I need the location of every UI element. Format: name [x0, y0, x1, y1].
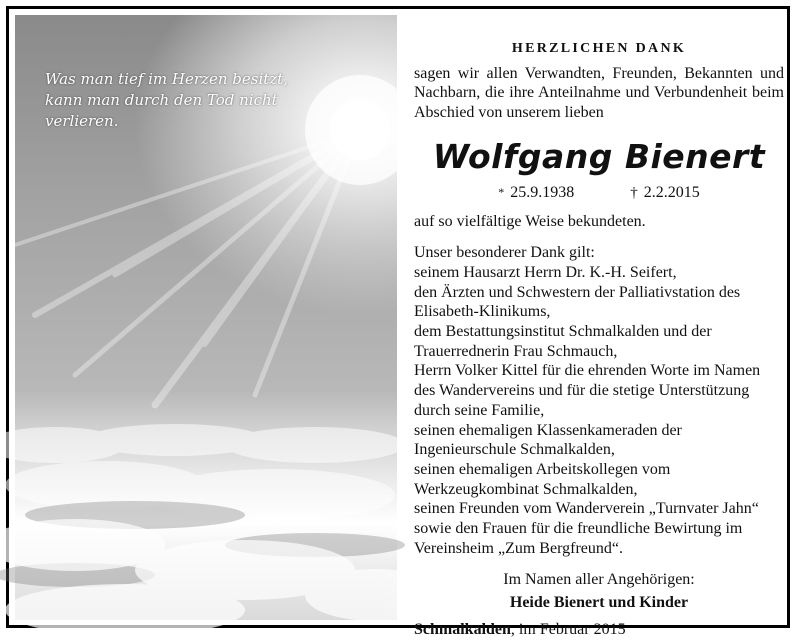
thank-you-text [414, 39, 784, 640]
after-name-text: auf so vielfältige Weise bekundeten. [414, 212, 646, 230]
birth-date-group [498, 183, 574, 204]
heading: HERZLICHEN DANK [511, 41, 687, 56]
sky-clouds-photo [15, 15, 397, 620]
thanks-intro: Unser besonderer Dank gilt: [414, 244, 595, 262]
death-cross-icon: † [630, 184, 638, 201]
death-date-group [630, 183, 700, 204]
deceased-name: Wolfgang Bienert [432, 136, 766, 176]
place-date-line [414, 620, 784, 640]
thanks-item: seinem Hausarzt Herrn Dr. K.-H. Seifert, [414, 263, 677, 281]
thanks-item: dem Bestattungsinstitut Schmalkalden und der Trauerrednerin Frau Schmauch, [414, 323, 712, 360]
intro-paragraph: sagen wir allen Verwandten, Freunden, Bekannten und Nachbarn, die ihre Anteilnahme und Verbundenheit beim Abschied von unserem lieben [414, 64, 784, 122]
place-city: Schmalkalden [414, 620, 511, 638]
family-signature: Heide Bienert und Kinder [509, 594, 689, 612]
death-date: 2.2.2015 [643, 183, 700, 201]
thanks-item: seinen Freunden vom Wanderverein „Turnvater Jahn“ sowie den Frauen für die freundliche Bewirtung im Vereinsheim „Zum Bergfreund“. [414, 500, 759, 557]
thanks-item: seinen ehemaligen Arbeitskollegen vom Werkzeugkombinat Schmalkalden, [414, 460, 671, 498]
thanks-item: seinen ehemaligen Klassenkameraden der Ingenieurschule Schmalkalden, [414, 421, 682, 459]
signature-block [414, 570, 784, 612]
signature-line: Im Namen aller Angehörigen: [503, 571, 695, 589]
thanks-list [414, 263, 784, 559]
place-date: , im Februar 2015 [510, 620, 626, 638]
thanks-item: Herrn Volker Kittel für die ehrenden Worte im Namen des Wandervereins und für die stetige Unterstützung durch seine Familie, [414, 362, 761, 419]
birth-date: 25.9.1938 [510, 183, 575, 201]
thanks-item: den Ärzten und Schwestern der Palliativstation des Elisabeth-Klinikums, [414, 283, 741, 321]
life-dates [414, 183, 784, 204]
obituary-card [6, 6, 790, 638]
birth-star-icon: * [498, 184, 505, 199]
memorial-quote: Was man tief im Herzen besitzt, kann man durch den Tod nicht verlieren. [45, 70, 288, 130]
